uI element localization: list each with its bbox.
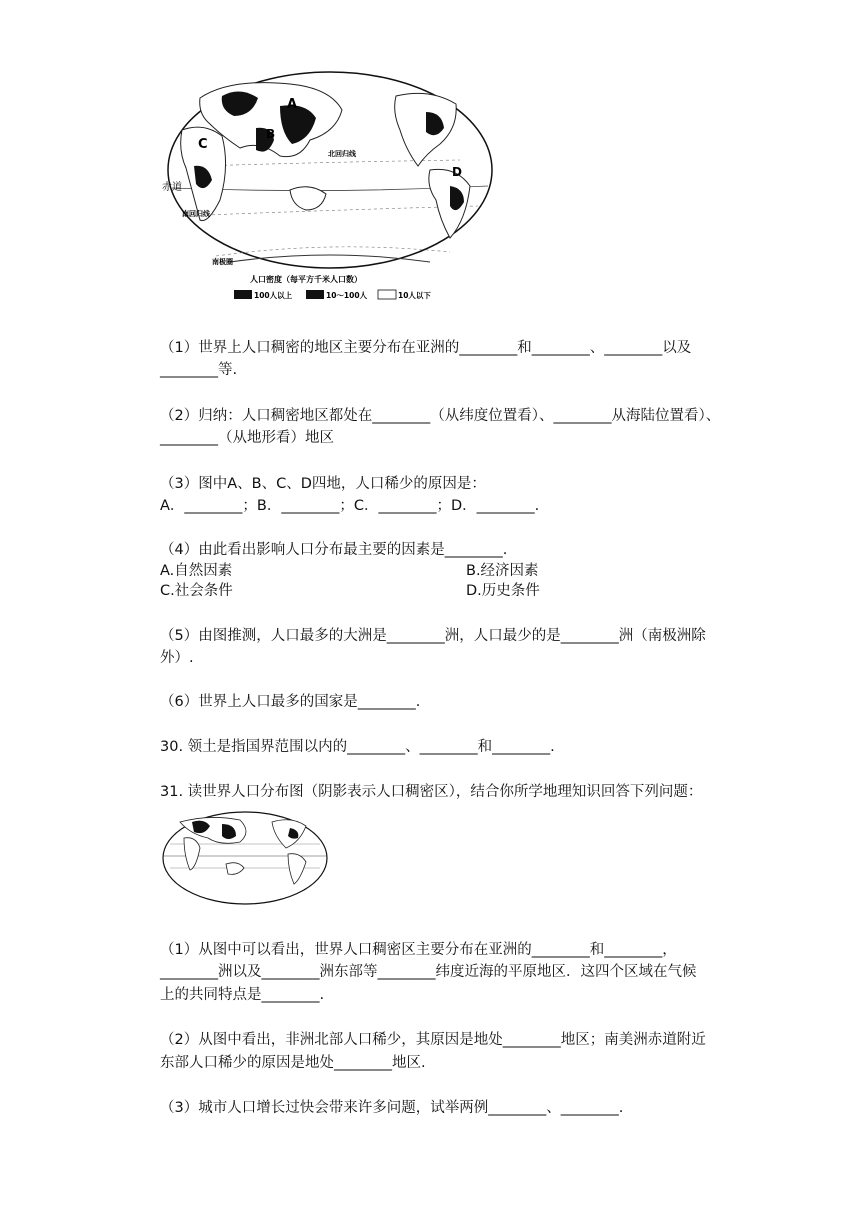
q31-2-line1: （2）从图中看出，非洲北部人口稀少，其原因是地处________地区；南美洲赤道附近 [160, 1032, 706, 1048]
q5-line2: 外）. [160, 650, 194, 666]
q1-line1: （1）世界上人口稠密的地区主要分布在亚洲的________和________、________以及 [160, 340, 692, 356]
q4-option-b: B.经济因素 [466, 563, 539, 579]
legend-swatch-sparse [378, 290, 396, 299]
q4-option-c: C.社会条件 [160, 583, 233, 599]
q31-1-line3: 上的共同特点是________. [160, 987, 325, 1003]
q4-stem: （4）由此看出影响人口分布最主要的因素是________. [160, 542, 508, 558]
q3-line1: （3）图中A、B、C、D四地，人口稀少的原因是： [160, 476, 486, 492]
equator-label: 赤道 [162, 182, 182, 193]
q2-line1: （2）归纳：人口稠密地区都处在________（从纬度位置看）、________从海陆位置看）、 [160, 408, 721, 424]
population-density-map [160, 70, 500, 306]
tropic-south-label: 南回归线 [182, 210, 210, 218]
q4-option-a: A.自然因素 [160, 563, 233, 579]
q31-1-line2: ________洲以及________洲东部等________纬度近海的平原地区．这四个区域在气候 [160, 964, 697, 980]
q3-line2: A．________；B．________；C．________；D．________. [160, 498, 540, 514]
tropic-north-label: 北回归线 [328, 150, 356, 158]
q6-line: （6）世界上人口最多的国家是________. [160, 694, 421, 710]
q31-2-line2: 东部人口稀少的原因是地处________地区. [160, 1055, 426, 1071]
label-d: D [452, 165, 462, 179]
q4-option-d: D.历史条件 [466, 583, 540, 599]
legend-swatch-medium [306, 290, 324, 299]
q31-1-line1: （1）从图中可以看出，世界人口稠密区主要分布在亚洲的________和________， [160, 942, 677, 958]
small-population-map [160, 808, 330, 908]
legend-dense-label: 100人以上 [254, 291, 293, 300]
q2-line2: ________（从地形看）地区 [160, 430, 334, 446]
q1-line2: ________等. [160, 362, 238, 378]
legend-title: 人口密度（每平方千米人口数） [250, 275, 362, 284]
question-31-stem: 31. 读世界人口分布图（阴影表示人口稠密区），结合你所学地理知识回答下列问题： [160, 784, 703, 800]
label-a: A [287, 97, 298, 112]
q31-3-line: （3）城市人口增长过快会带来许多问题，试举两例________、________. [160, 1100, 624, 1116]
q5-line1: （5）由图推测，人口最多的大洲是________洲，人口最少的是________洲（南极洲除 [160, 628, 706, 644]
question-30: 30. 领土是指国界范围以内的________、________和________. [160, 739, 555, 755]
legend-swatch-dense [234, 290, 252, 299]
legend-sparse-label: 10人以下 [398, 291, 431, 300]
polar-south-label: 南极圈 [212, 258, 233, 266]
legend-medium-label: 10～100人 [326, 291, 368, 300]
label-c: C [198, 137, 208, 152]
label-b: B [266, 127, 276, 141]
